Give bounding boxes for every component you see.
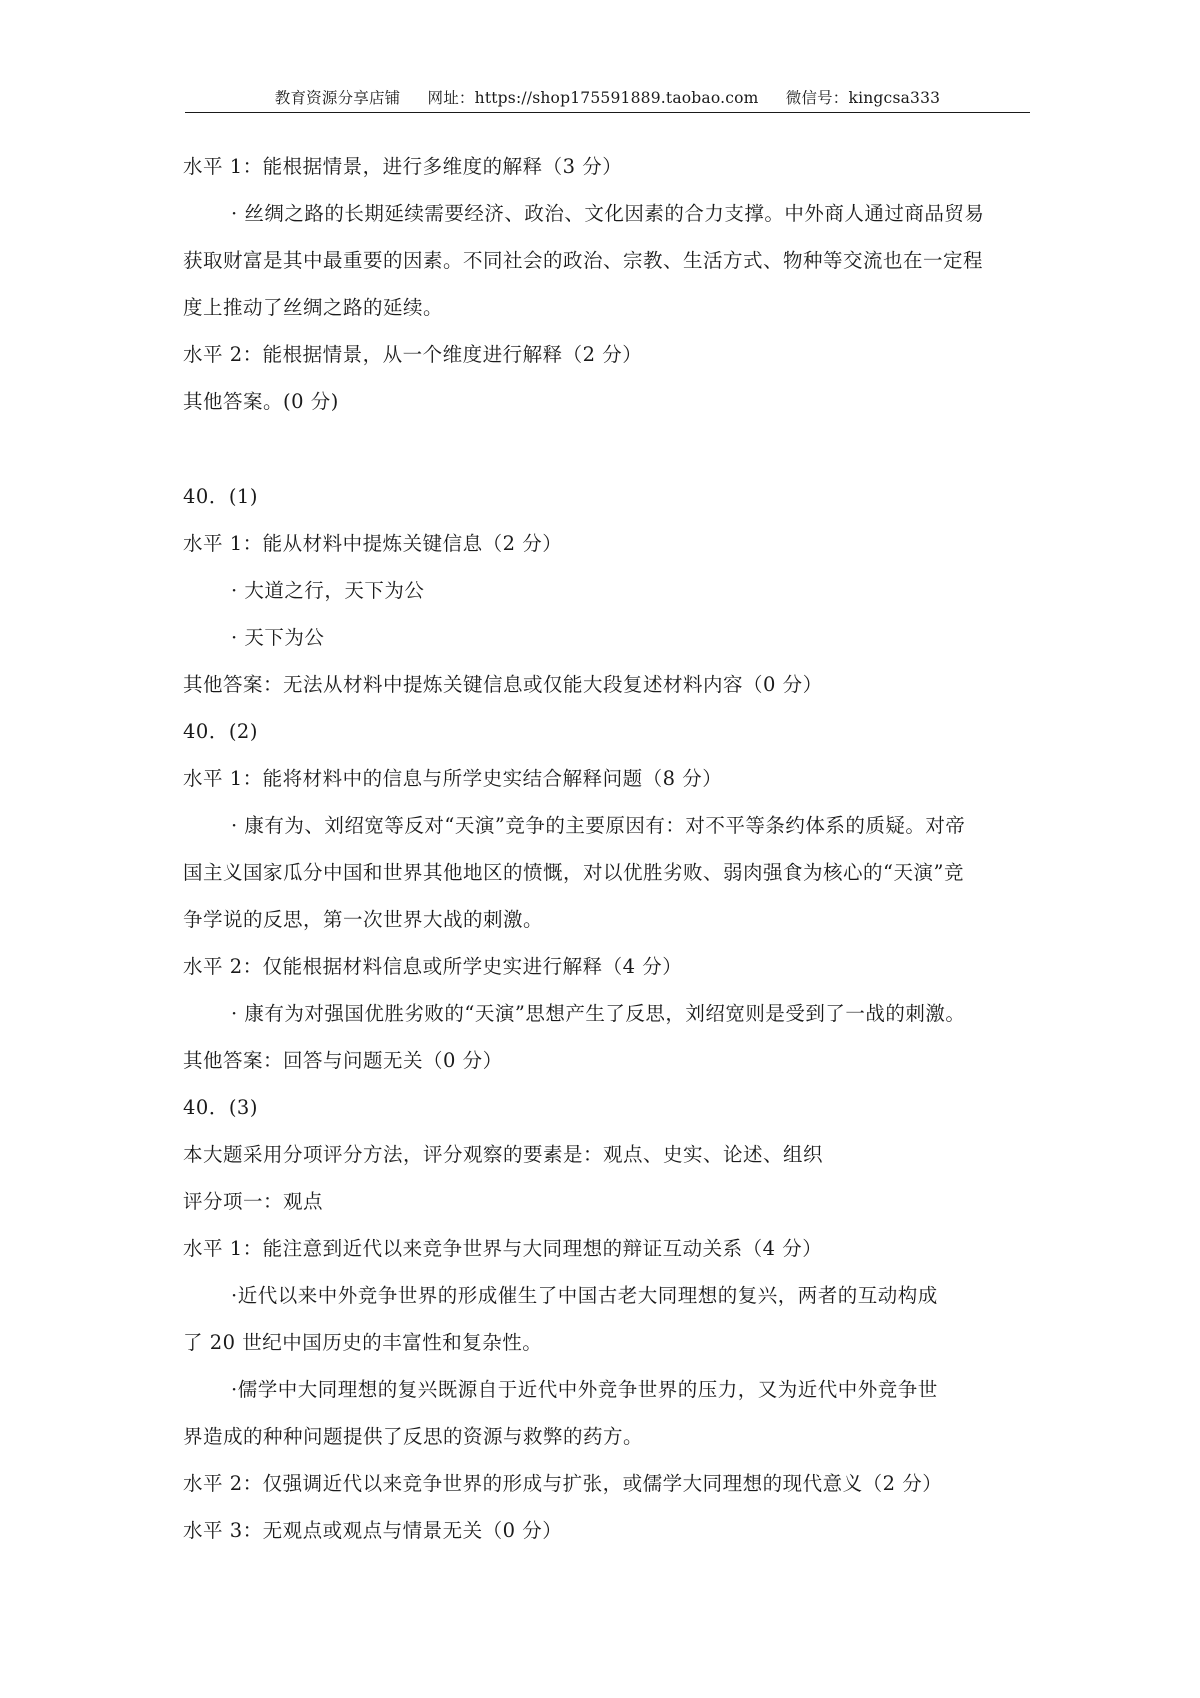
other-answers: 其他答案。(0 分) xyxy=(183,390,339,413)
other-answers: 其他答案：回答与问题无关（0 分） xyxy=(183,1049,503,1072)
section-spacer xyxy=(183,436,1033,484)
shop-name: 教育资源分享店铺 xyxy=(274,89,401,107)
level-2-criterion: 水平 2：能根据情景，从一个维度进行解释（2 分） xyxy=(183,343,643,366)
other-answers: 其他答案：无法从材料中提炼关键信息或仅能大段复述材料内容（0 分） xyxy=(183,673,823,696)
answer-paragraph-line: · 康有为、刘绍宽等反对“天演”竞争的主要原因有：对不平等条约体系的质疑。对帝 xyxy=(231,814,966,837)
header-divider xyxy=(185,112,1030,113)
answer-paragraph-line: 界造成的种种问题提供了反思的资源与救弊的药方。 xyxy=(183,1425,644,1448)
level-1-criterion: 水平 1：能根据情景，进行多维度的解释（3 分） xyxy=(183,155,623,178)
level-1-criterion: 水平 1：能注意到近代以来竞争世界与大同理想的辩证互动关系（4 分） xyxy=(183,1237,823,1260)
page-header xyxy=(185,86,1030,108)
answer-paragraph-line: 争学说的反思，第一次世界大战的刺激。 xyxy=(183,908,544,931)
answer-paragraph-line: · 丝绸之路的长期延续需要经济、政治、文化因素的合力支撑。中外商人通过商品贸易 xyxy=(231,202,985,225)
answer-paragraph-line: 了 20 世纪中国历史的丰富性和复杂性。 xyxy=(183,1331,543,1354)
answer-paragraph-line: 国主义国家瓜分中国和世界其他地区的愤慨，对以优胜劣败、弱肉强食为核心的“天演”竞 xyxy=(183,861,964,884)
answer-paragraph-line: 度上推动了丝绸之路的延续。 xyxy=(183,296,444,319)
level-1-criterion: 水平 1：能从材料中提炼关键信息（2 分） xyxy=(183,532,563,555)
answer-paragraph-line: ·儒学中大同理想的复兴既源自于近代中外竞争世界的压力，又为近代中外竞争世 xyxy=(231,1378,938,1401)
bullet-item: · 天下为公 xyxy=(231,626,325,649)
scoring-item-title: 评分项一：观点 xyxy=(183,1190,324,1213)
answer-paragraph-line: ·近代以来中外竞争世界的形成催生了中国古老大同理想的复兴，两者的互动构成 xyxy=(231,1284,938,1307)
question-number: 40．(2) xyxy=(183,720,258,743)
document-body xyxy=(183,154,1033,1565)
shop-url: 网址：https://shop175591889.taobao.com xyxy=(427,89,759,107)
wechat-id: 微信号：kingcsa333 xyxy=(785,89,941,107)
question-number: 40．(1) xyxy=(183,485,258,508)
level-1-criterion: 水平 1：能将材料中的信息与所学史实结合解释问题（8 分） xyxy=(183,767,723,790)
scoring-method: 本大题采用分项评分方法，评分观察的要素是：观点、史实、论述、组织 xyxy=(183,1143,824,1166)
level-2-criterion: 水平 2：仅能根据材料信息或所学史实进行解释（4 分） xyxy=(183,955,683,978)
bullet-item: · 大道之行，天下为公 xyxy=(231,579,425,602)
level-2-criterion: 水平 2：仅强调近代以来竞争世界的形成与扩张，或儒学大同理想的现代意义（2 分） xyxy=(183,1472,943,1495)
answer-paragraph-line: 获取财富是其中最重要的因素。不同社会的政治、宗教、生活方式、物种等交流也在一定程 xyxy=(183,249,984,272)
level-3-criterion: 水平 3：无观点或观点与情景无关（0 分） xyxy=(183,1519,563,1542)
answer-paragraph-line: · 康有为对强国优胜劣败的“天演”思想产生了反思，刘绍宽则是受到了一战的刺激。 xyxy=(231,1002,966,1025)
question-number: 40．(3) xyxy=(183,1096,258,1119)
